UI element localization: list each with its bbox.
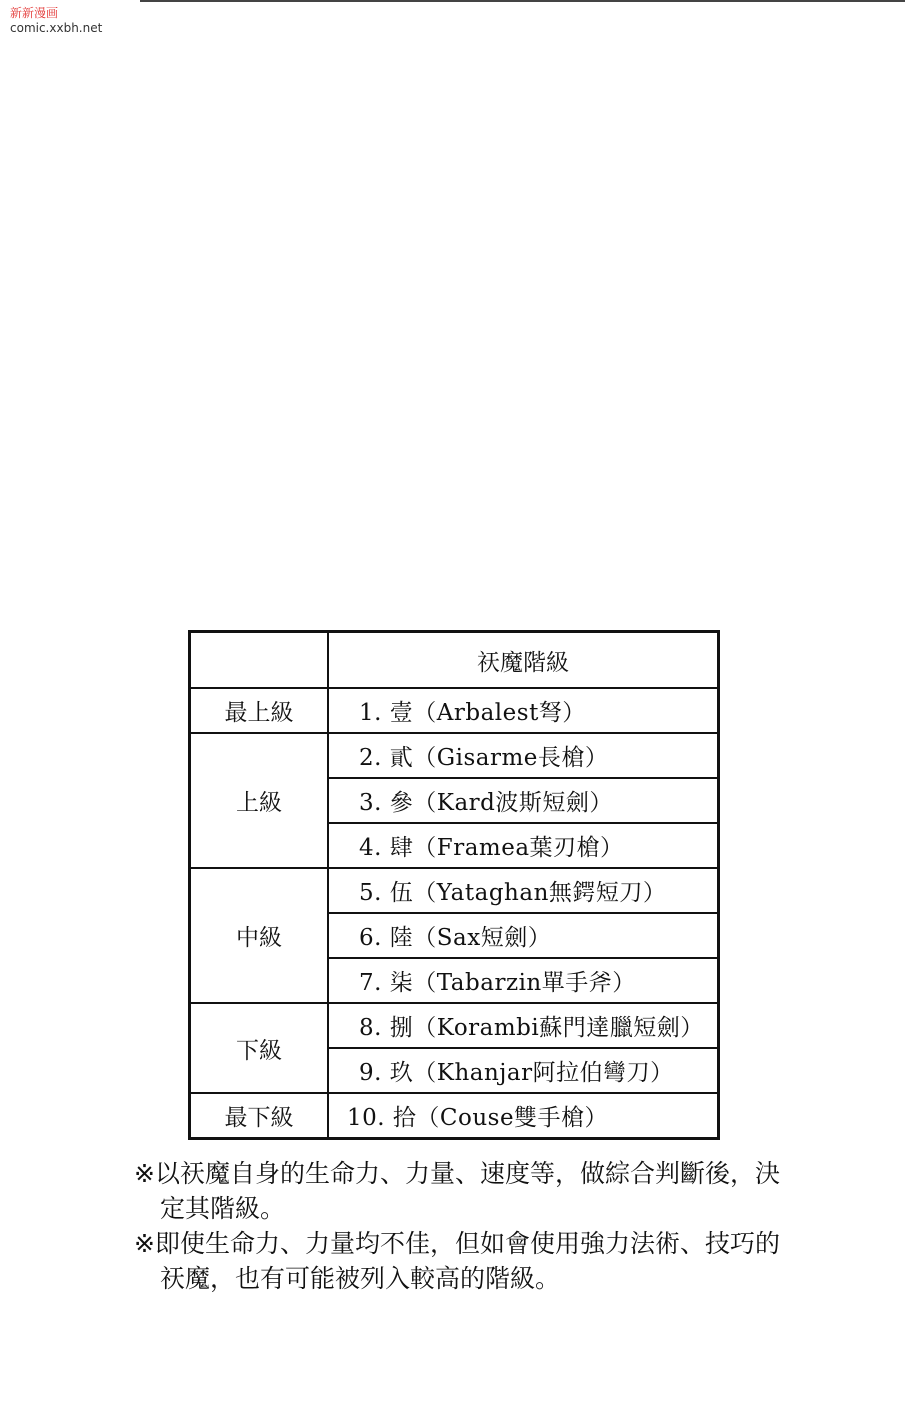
top-edge-rule xyxy=(140,0,905,2)
watermark-name: 新新漫画 xyxy=(10,6,59,20)
rank-item: 6. 陸（Sax短劍） xyxy=(328,913,719,958)
tier-label-top: 最上級 xyxy=(190,688,329,733)
table-row xyxy=(190,1093,719,1139)
rank-item: 9. 玖（Khanjar阿拉伯彎刀） xyxy=(328,1048,719,1093)
table-row xyxy=(190,868,719,913)
table-header-row xyxy=(190,632,719,689)
rank-item: 3. 參（Kard波斯短劍） xyxy=(328,778,719,823)
site-watermark xyxy=(10,6,102,36)
rank-item: 10. 拾（Couse雙手槍） xyxy=(328,1093,719,1139)
tier-label-bottom: 最下級 xyxy=(190,1093,329,1139)
rank-item: 2. 貳（Gisarme長槍） xyxy=(328,733,719,778)
rank-item: 8. 捌（Korambi蘇門達臘短劍） xyxy=(328,1003,719,1048)
footnote: ※以祆魔自身的生命力、力量、速度等，做綜合判斷後，決定其階級。 xyxy=(134,1159,780,1223)
footnotes xyxy=(134,1156,794,1296)
header-empty-cell xyxy=(190,632,329,689)
table-title: 祆魔階級 xyxy=(328,632,719,689)
rank-item: 1. 壹（Arbalest弩） xyxy=(328,688,719,733)
rank-item: 7. 柒（Tabarzin單手斧） xyxy=(328,958,719,1003)
footnote: ※即使生命力、力量均不佳，但如會使用強力法術、技巧的祆魔，也有可能被列入較高的階級。 xyxy=(134,1229,780,1293)
tier-label-upper: 上級 xyxy=(190,733,329,868)
tier-label-lower: 下級 xyxy=(190,1003,329,1093)
watermark-url: comic.xxbh.net xyxy=(10,21,103,35)
table-row xyxy=(190,688,719,733)
table-row xyxy=(190,733,719,778)
table-row xyxy=(190,1003,719,1048)
demon-rank-table xyxy=(188,630,720,1140)
rank-item: 5. 伍（Yataghan無鍔短刀） xyxy=(328,868,719,913)
tier-label-middle: 中級 xyxy=(190,868,329,1003)
rank-item: 4. 肆（Framea葉刃槍） xyxy=(328,823,719,868)
